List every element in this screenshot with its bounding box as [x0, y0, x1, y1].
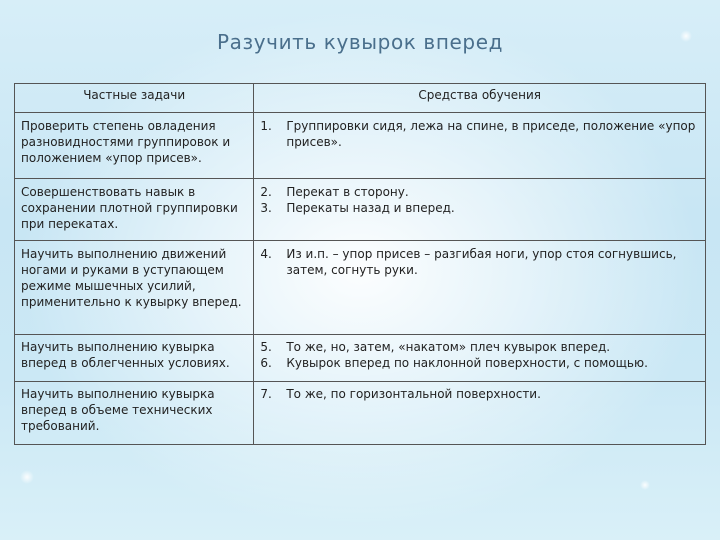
means-number: 6. — [260, 356, 272, 370]
means-cell — [254, 382, 706, 445]
means-item — [260, 355, 699, 371]
lesson-table — [14, 83, 706, 445]
means-item — [260, 118, 699, 150]
header-means: Средства обучения — [254, 84, 706, 113]
means-number: 2. — [260, 185, 272, 199]
task-cell: Научить выполнению кувырка вперед в облегченных условиях. — [15, 335, 254, 382]
task-cell: Совершенствовать навык в сохранении плотной группировки при перекатах. — [15, 179, 254, 241]
means-cell — [254, 241, 706, 335]
table-row — [15, 382, 706, 445]
means-text: Группировки сидя, лежа на спине, в приседе, положение «упор присев». — [286, 119, 696, 149]
means-item — [260, 184, 699, 200]
task-cell: Научить выполнению кувырка вперед в объеме технических требований. — [15, 382, 254, 445]
table-header-row — [15, 84, 706, 113]
means-text: Перекаты назад и вперед. — [286, 201, 455, 215]
means-text: Из и.п. – упор присев – разгибая ноги, упор стоя согнувшись, затем, согнуть руки. — [286, 247, 677, 277]
table-row — [15, 241, 706, 335]
means-number: 4. — [260, 247, 272, 261]
background-sparkle — [640, 480, 650, 490]
means-item — [260, 246, 699, 278]
means-text: Кувырок вперед по наклонной поверхности, с помощью. — [286, 356, 648, 370]
means-text: То же, по горизонтальной поверхности. — [286, 387, 541, 401]
means-item — [260, 200, 699, 216]
table-row — [15, 113, 706, 179]
table-row — [15, 335, 706, 382]
means-number: 3. — [260, 201, 272, 215]
means-text: Перекат в сторону. — [286, 185, 409, 199]
header-tasks: Частные задачи — [15, 84, 254, 113]
task-cell: Проверить степень овладения разновидностями группировок и положением «упор присев». — [15, 113, 254, 179]
means-cell — [254, 335, 706, 382]
table-row — [15, 179, 706, 241]
task-cell: Научить выполнению движений ногами и руками в уступающем режиме мышечных усилий, применительно к кувырку вперед. — [15, 241, 254, 335]
means-text: То же, но, затем, «накатом» плеч кувырок вперед. — [286, 340, 611, 354]
means-number: 1. — [260, 119, 272, 133]
slide-title: Разучить кувырок вперед — [216, 30, 504, 54]
means-cell — [254, 113, 706, 179]
means-item — [260, 339, 699, 355]
means-number: 5. — [260, 340, 272, 354]
means-cell — [254, 179, 706, 241]
background-sparkle — [20, 470, 34, 484]
means-number: 7. — [260, 387, 272, 401]
means-item — [260, 386, 699, 402]
